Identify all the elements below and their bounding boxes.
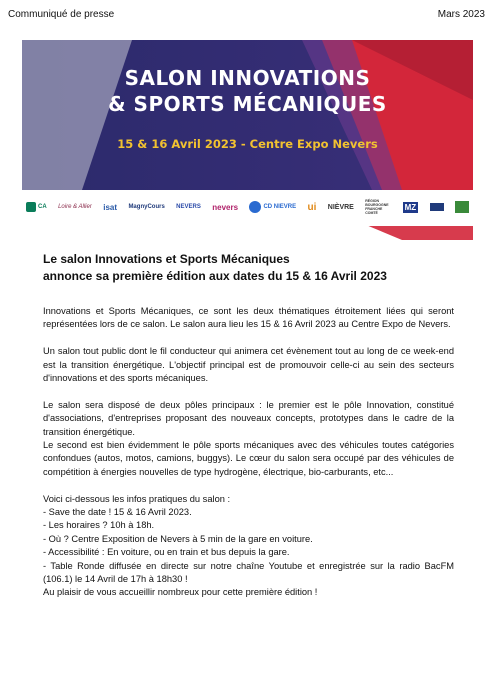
info-item-hours: - Les horaires ? 10h à 18h.	[43, 520, 155, 531]
infos-intro: Voici ci-dessous les infos pratiques du salon :	[43, 493, 231, 504]
event-banner	[22, 40, 473, 240]
loire-allier-logo-icon: Loire & Allier	[58, 204, 92, 210]
paragraph-poles-innovation: Le salon sera disposé de deux pôles principaux : le premier est le pôle Innovation, constitué d'associations, d'entreprises proposant des nouveaux concepts, prototypes dans le cadre de la transition énergétique.	[43, 399, 454, 437]
article-title	[43, 251, 463, 285]
info-item-round-table: - Table Ronde diffusée en directe sur notre chaîne Youtube et enregistrée sur la radio BacFM (106.1) le 14 Avril de 17h à 18h30 !	[43, 560, 454, 585]
article-body	[43, 305, 454, 600]
article-title-line2: annonce sa première édition aux dates du 15 & 16 Avril 2023	[43, 269, 387, 283]
banner-title-line1: SALON INNOVATIONS	[124, 66, 371, 90]
paragraph-poles-sports: Le second est bien évidemment le pôle sports mécaniques avec des véhicules toutes catégories confondues (autos, motos, camions, buggys). Le cœur du salon sera occupé par des véhicules de compétition à énergies nouvelles de type hydrogène, électrique, bio-carburants, etc...	[43, 440, 454, 477]
info-item-date: - Save the date ! 15 & 16 Avril 2023.	[43, 507, 192, 518]
banner-title-line2: & SPORTS MÉCANIQUES	[108, 92, 387, 116]
info-item-location: - Où ? Centre Exposition de Nevers à 5 min de la gare en voiture.	[43, 533, 313, 544]
article-title-line1: Le salon Innovations et Sports Mécaniques	[43, 252, 290, 266]
nievre-logo-icon: NIÈVRE	[327, 203, 354, 211]
ca-logo-icon: CA	[26, 202, 47, 212]
nevers-agglo-logo-icon: nevers	[212, 202, 239, 212]
press-release-label: Communiqué de presse	[8, 9, 115, 20]
magny-cours-logo-icon: MagnyCours	[128, 204, 165, 210]
ui-logo-icon: ui	[307, 201, 317, 213]
cd-nievre-logo-icon: CD NIEVRE	[249, 201, 296, 213]
paragraph-intro: Innovations et Sports Mécaniques, ce sont les deux thématiques étroitement liées qui seront représentées lors de ce salon. Le salon aura lieu les 15 & 16 Avril 2023 au Centre Expo de Nevers.	[43, 306, 454, 330]
isat-logo-icon: isat	[103, 202, 118, 212]
paragraph-theme: Un salon tout public dont le fil conducteur qui animera cet évènement tout au long de ce week-end est la transition énergétique. L'objectif principal est de promouvoir celle-ci au sein des secteurs d'innovations et des sports mécaniques.	[43, 346, 454, 384]
date-label: Mars 2023	[437, 9, 485, 20]
info-item-access: - Accessibilité : En voiture, ou en train et bus depuis la gare.	[43, 547, 290, 558]
partner-logos	[22, 192, 473, 222]
nevers-logo-icon: NEVERS	[176, 204, 201, 210]
chambre-metiers-logo-icon	[455, 201, 469, 213]
mz-logo-icon: MZ	[404, 202, 417, 212]
region-bfc-logo-icon: RÉGION BOURGOGNE FRANCHE COMTÉ	[365, 199, 389, 215]
banner-date-line: 15 & 16 Avril 2023 - Centre Expo Nevers	[117, 137, 378, 151]
closing-line: Au plaisir de vous accueillir nombreux pour cette première édition !	[43, 587, 318, 598]
partner-logo-icon	[430, 203, 444, 211]
